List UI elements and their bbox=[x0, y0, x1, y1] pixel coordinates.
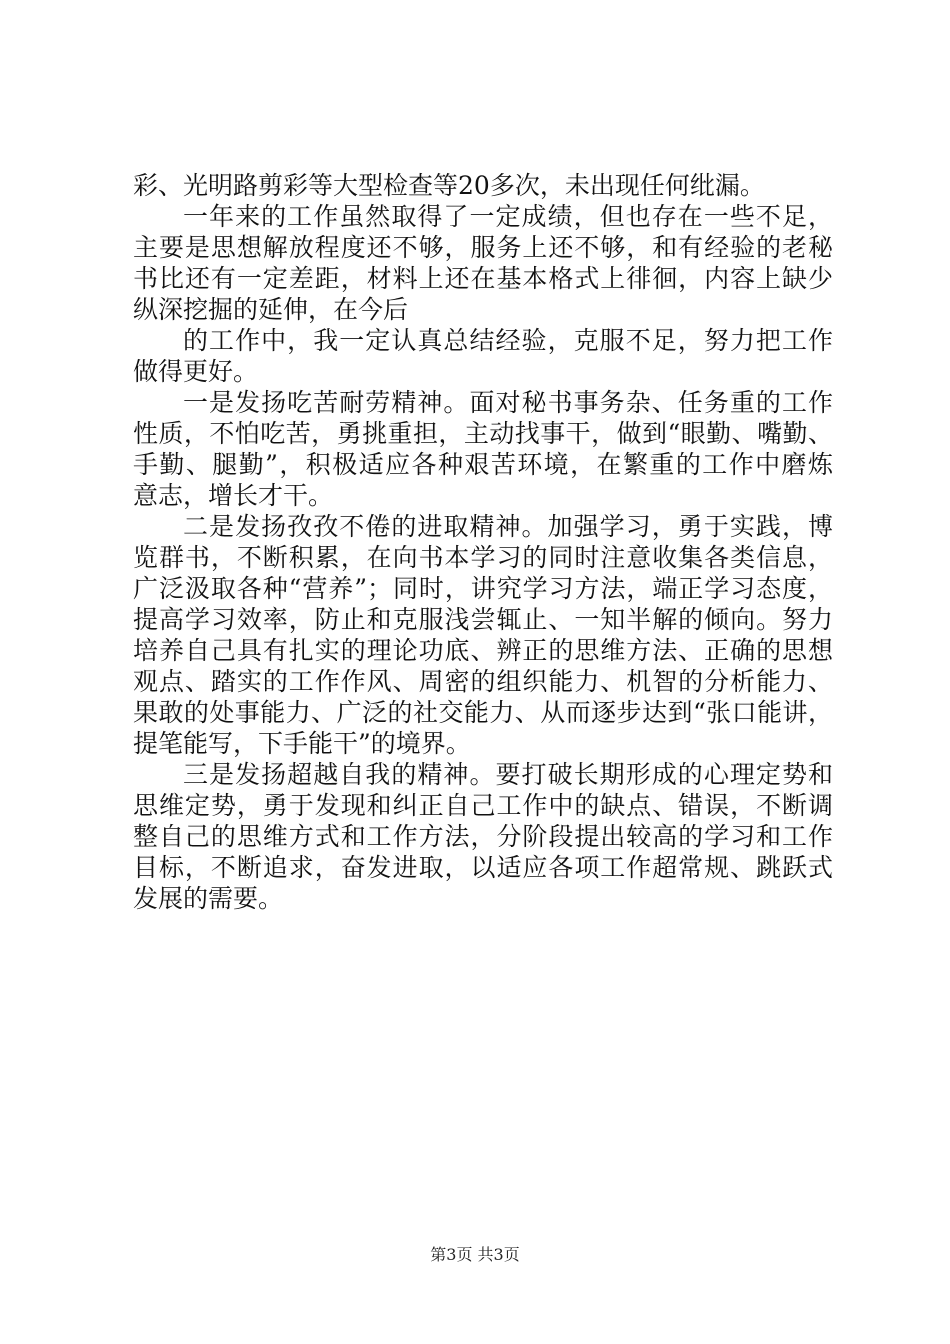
text-line: 提笔能写，下手能干”的境界。 bbox=[133, 729, 471, 758]
text-line: 二是发扬孜孜不倦的进取精神。加强学习，勇于实践，博 bbox=[183, 512, 833, 541]
text-line: 意志，增长才干。 bbox=[133, 481, 334, 510]
text-line: 观点、踏实的工作作风、周密的组织能力、机智的分析能力、 bbox=[133, 667, 833, 696]
page-footer: 第3页 共3页 bbox=[430, 1245, 520, 1264]
text-line: 广泛汲取各种“营养”；同时，讲究学习方法，端正学习态度， bbox=[133, 574, 833, 603]
text-line: 手勤、腿勤”，积极适应各种艰苦环境，在繁重的工作中磨炼 bbox=[133, 450, 833, 479]
text-line: 三是发扬超越自我的精神。要打破长期形成的心理定势和 bbox=[183, 760, 833, 789]
document-body bbox=[133, 170, 833, 914]
text-line: 做得更好。 bbox=[133, 357, 259, 386]
text-line: 一是发扬吃苦耐劳精神。面对秘书事务杂、任务重的工作 bbox=[183, 388, 833, 417]
text-line: 思维定势，勇于发现和纠正自己工作中的缺点、错误，不断调 bbox=[133, 791, 833, 820]
text-line: 主要是思想解放程度还不够，服务上还不够，和有经验的老秘 bbox=[133, 233, 833, 262]
text-line: 彩、光明路剪彩等大型检查等20多次，未出现任何纰漏。 bbox=[133, 171, 765, 200]
text-line: 的工作中，我一定认真总结经验，克服不足，努力把工作 bbox=[183, 326, 833, 355]
text-line: 性质，不怕吃苦，勇挑重担，主动找事干，做到“眼勤、嘴勤、 bbox=[133, 419, 833, 448]
text-line: 书比还有一定差距，材料上还在基本格式上徘徊，内容上缺少 bbox=[133, 264, 833, 293]
text-line: 一年来的工作虽然取得了一定成绩，但也存在一些不足， bbox=[183, 202, 833, 231]
text-line: 发展的需要。 bbox=[133, 884, 284, 913]
text-line: 目标，不断追求，奋发进取，以适应各项工作超常规、跳跃式 bbox=[133, 853, 833, 882]
text-line: 整自己的思维方式和工作方法，分阶段提出较高的学习和工作 bbox=[133, 822, 833, 851]
text-line: 果敢的处事能力、广泛的社交能力、从而逐步达到“张口能讲， bbox=[133, 698, 833, 727]
text-line: 纵深挖掘的延伸，在今后 bbox=[133, 295, 409, 324]
text-line: 提高学习效率，防止和克服浅尝辄止、一知半解的倾向。努力 bbox=[133, 605, 833, 634]
text-line: 培养自己具有扎实的理论功底、辨正的思维方法、正确的思想 bbox=[133, 636, 833, 665]
text-line: 览群书，不断积累，在向书本学习的同时注意收集各类信息， bbox=[133, 543, 833, 572]
